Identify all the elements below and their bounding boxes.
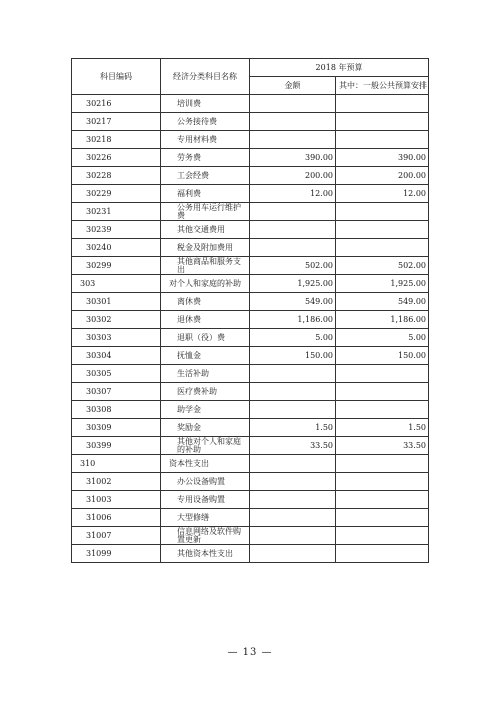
cell-amount: 1.50 (250, 419, 336, 437)
cell-amount (250, 509, 336, 527)
cell-amount: 200.00 (250, 167, 336, 185)
cell-name: 福利费 (161, 185, 250, 203)
cell-name: 退休费 (161, 311, 250, 329)
cell-code: 31099 (72, 545, 161, 563)
cell-name: 抚恤金 (161, 347, 250, 365)
table-row (72, 545, 429, 563)
table-row (72, 113, 429, 131)
cell-name: 其他商品和服务支出 (161, 257, 250, 275)
table-row (72, 311, 429, 329)
cell-code: 30228 (72, 167, 161, 185)
cell-code: 30229 (72, 185, 161, 203)
cell-name: 专用材料费 (161, 131, 250, 149)
cell-name: 对个人和家庭的补助 (161, 275, 250, 293)
cell-name: 生活补助 (161, 365, 250, 383)
cell-amount: 549.00 (250, 293, 336, 311)
table-row (72, 329, 429, 347)
table-row (72, 293, 429, 311)
cell-amount (250, 95, 336, 113)
cell-name: 税金及附加费用 (161, 239, 250, 257)
cell-name: 医疗费补助 (161, 383, 250, 401)
budget-table (71, 58, 429, 563)
cell-public-budget (336, 455, 429, 473)
cell-public-budget (336, 221, 429, 239)
cell-code: 30218 (72, 131, 161, 149)
table-row (72, 275, 429, 293)
cell-code: 30301 (72, 293, 161, 311)
cell-code: 31007 (72, 527, 161, 545)
cell-name: 资本性支出 (161, 455, 250, 473)
cell-public-budget (336, 383, 429, 401)
cell-code: 30231 (72, 203, 161, 221)
cell-public-budget: 549.00 (336, 293, 429, 311)
header-budget-group: 2018 年预算 (250, 59, 429, 77)
cell-name: 退职（役）费 (161, 329, 250, 347)
cell-code: 30304 (72, 347, 161, 365)
cell-name: 培训费 (161, 95, 250, 113)
cell-amount: 12.00 (250, 185, 336, 203)
table-row (72, 365, 429, 383)
cell-public-budget: 502.00 (336, 257, 429, 275)
table-row (72, 491, 429, 509)
cell-amount: 33.50 (250, 437, 336, 455)
cell-code: 30308 (72, 401, 161, 419)
cell-name: 大型修缮 (161, 509, 250, 527)
cell-code: 303 (72, 275, 161, 293)
cell-public-budget: 150.00 (336, 347, 429, 365)
cell-amount: 5.00 (250, 329, 336, 347)
table-row (72, 509, 429, 527)
table-row (72, 95, 429, 113)
cell-amount: 390.00 (250, 149, 336, 167)
cell-public-budget (336, 113, 429, 131)
table-row (72, 419, 429, 437)
header-public-budget: 其中：一般公共预算安排 (336, 77, 429, 95)
cell-public-budget (336, 203, 429, 221)
cell-code: 30240 (72, 239, 161, 257)
cell-code: 31003 (72, 491, 161, 509)
cell-amount (250, 221, 336, 239)
cell-amount (250, 383, 336, 401)
cell-amount (250, 203, 336, 221)
cell-code: 31006 (72, 509, 161, 527)
table-row (72, 149, 429, 167)
table-row (72, 473, 429, 491)
cell-code: 30399 (72, 437, 161, 455)
cell-name: 信息网络及软件购置更新 (161, 527, 250, 545)
budget-table-container (71, 58, 428, 563)
cell-code: 30226 (72, 149, 161, 167)
header-name: 经济分类科目名称 (161, 59, 250, 95)
cell-public-budget: 1,925.00 (336, 275, 429, 293)
table-row (72, 257, 429, 275)
cell-code: 30302 (72, 311, 161, 329)
cell-public-budget: 1.50 (336, 419, 429, 437)
cell-name: 其他对个人和家庭的补助 (161, 437, 250, 455)
page-number: — 13 — (227, 647, 273, 658)
cell-name: 奖励金 (161, 419, 250, 437)
cell-name: 专用设备购置 (161, 491, 250, 509)
cell-amount (250, 365, 336, 383)
cell-public-budget: 5.00 (336, 329, 429, 347)
cell-code: 30303 (72, 329, 161, 347)
cell-public-budget (336, 365, 429, 383)
table-row (72, 383, 429, 401)
cell-public-budget (336, 491, 429, 509)
cell-name: 公务接待费 (161, 113, 250, 131)
cell-public-budget (336, 545, 429, 563)
table-row (72, 347, 429, 365)
cell-code: 30217 (72, 113, 161, 131)
cell-public-budget: 200.00 (336, 167, 429, 185)
cell-code: 310 (72, 455, 161, 473)
cell-public-budget: 33.50 (336, 437, 429, 455)
table-row (72, 203, 429, 221)
cell-amount (250, 131, 336, 149)
cell-code: 30239 (72, 221, 161, 239)
cell-public-budget (336, 239, 429, 257)
cell-amount (250, 491, 336, 509)
cell-amount (250, 113, 336, 131)
cell-public-budget (336, 401, 429, 419)
table-row (72, 527, 429, 545)
cell-amount (250, 455, 336, 473)
cell-name: 办公设备购置 (161, 473, 250, 491)
cell-name: 公务用车运行维护费 (161, 203, 250, 221)
cell-public-budget: 390.00 (336, 149, 429, 167)
cell-name: 离休费 (161, 293, 250, 311)
cell-amount (250, 545, 336, 563)
cell-amount (250, 239, 336, 257)
cell-public-budget: 12.00 (336, 185, 429, 203)
table-body (72, 95, 429, 563)
table-row (72, 401, 429, 419)
cell-amount (250, 473, 336, 491)
cell-amount (250, 527, 336, 545)
table-header (72, 59, 429, 95)
header-code: 科目编码 (72, 59, 161, 95)
cell-public-budget: 1,186.00 (336, 311, 429, 329)
cell-amount: 150.00 (250, 347, 336, 365)
cell-name: 劳务费 (161, 149, 250, 167)
table-row (72, 437, 429, 455)
cell-name: 其他交通费用 (161, 221, 250, 239)
cell-code: 30307 (72, 383, 161, 401)
cell-code: 30216 (72, 95, 161, 113)
cell-public-budget (336, 527, 429, 545)
table-row (72, 239, 429, 257)
table-row (72, 167, 429, 185)
header-amount: 金额 (250, 77, 336, 95)
cell-code: 30299 (72, 257, 161, 275)
cell-amount: 1,186.00 (250, 311, 336, 329)
cell-code: 30305 (72, 365, 161, 383)
table-row (72, 185, 429, 203)
table-row (72, 221, 429, 239)
cell-name: 其他资本性支出 (161, 545, 250, 563)
cell-code: 31002 (72, 473, 161, 491)
cell-amount: 502.00 (250, 257, 336, 275)
cell-public-budget (336, 473, 429, 491)
cell-public-budget (336, 509, 429, 527)
cell-code: 30309 (72, 419, 161, 437)
table-row (72, 131, 429, 149)
cell-name: 工会经费 (161, 167, 250, 185)
cell-public-budget (336, 95, 429, 113)
cell-amount: 1,925.00 (250, 275, 336, 293)
table-row (72, 455, 429, 473)
cell-name: 助学金 (161, 401, 250, 419)
cell-amount (250, 401, 336, 419)
cell-public-budget (336, 131, 429, 149)
